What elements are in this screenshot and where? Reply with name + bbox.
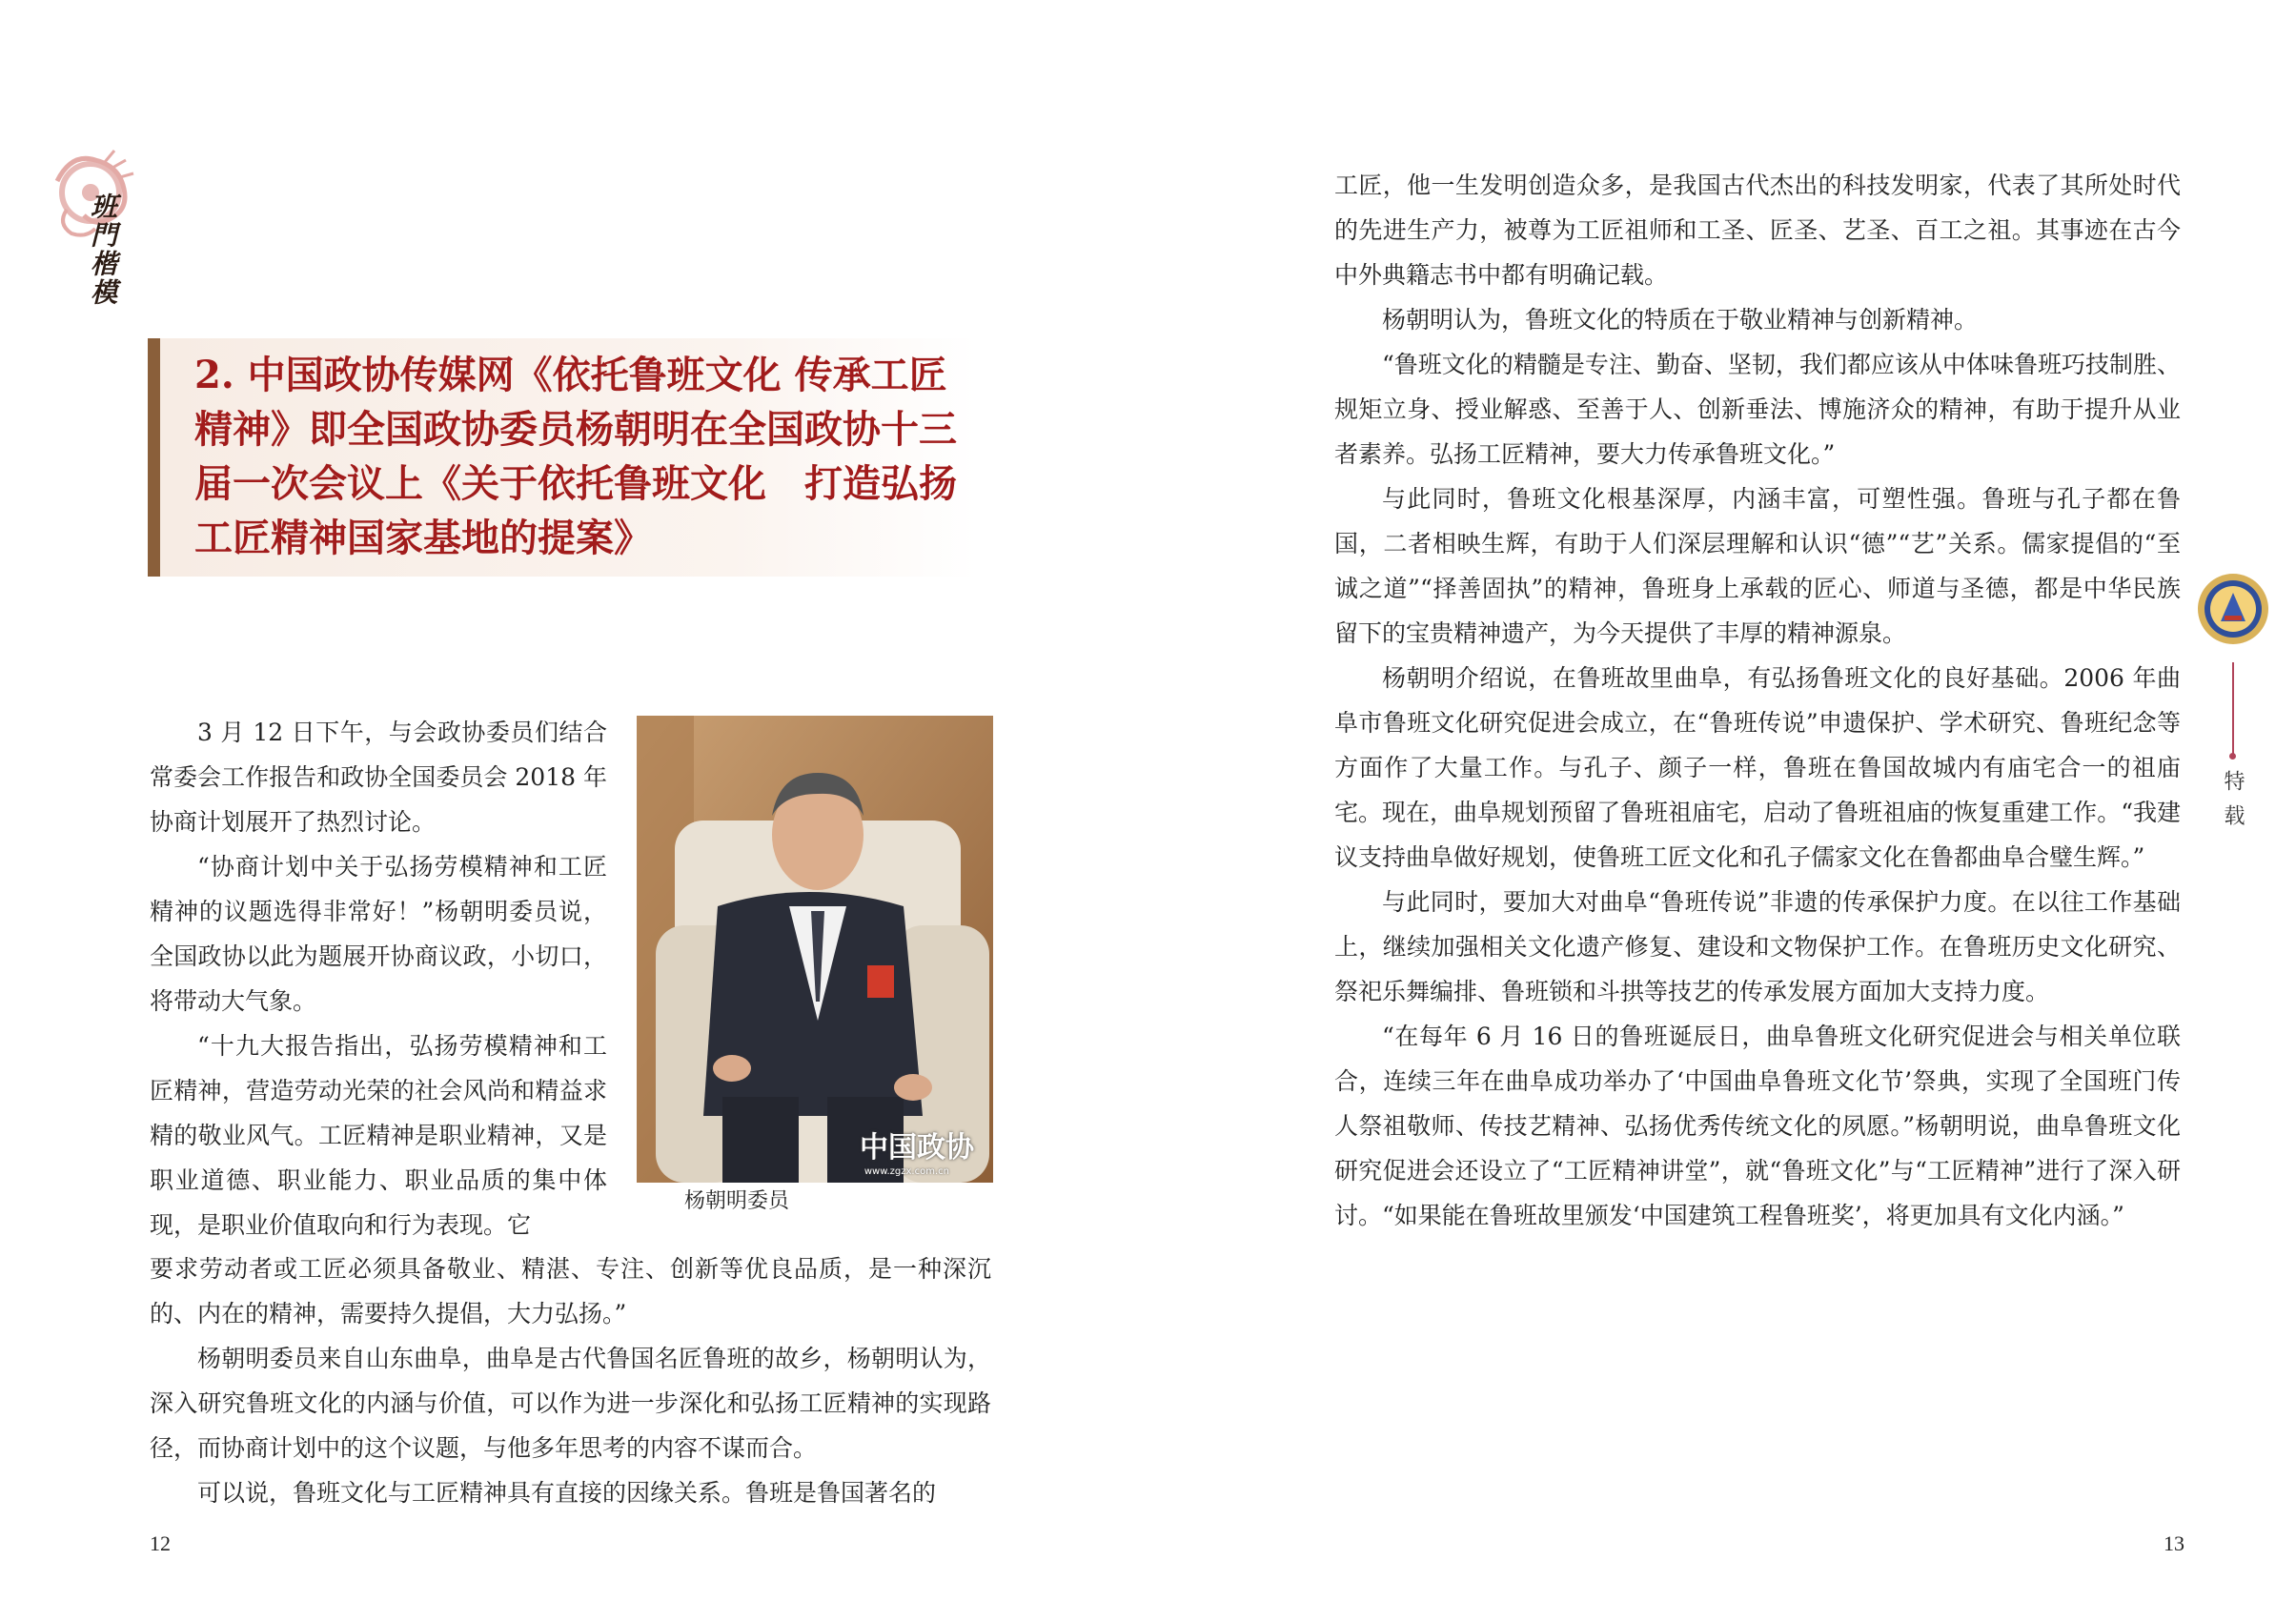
- paragraph: “协商计划中关于弘扬劳模精神和工匠精神的议题选得非常好！”杨朝明委员说，全国政协以此为题展开协商议政，小切口，将带动大气象。: [150, 853, 607, 1015]
- article-heading-box: [148, 338, 977, 577]
- page-number-right: 13: [2164, 1531, 2184, 1555]
- masthead-emblem: [38, 143, 152, 334]
- paragraph: 杨朝明介绍说，在鲁班故里曲阜，有弘扬鲁班文化的良好基础。2006 年曲阜市鲁班文化研究促进会成立，在“鲁班传说”申遗保护、学术研究、鲁班纪念等方面作了大量工作。与孔子、颜子一样，鲁班在鲁国故城内有庙宅合一的祖庙宅。现在，曲阜规划预留了鲁班祖庙宅，启动了鲁班祖庙的恢复重建工作。“我建议支持曲阜做好规划，使鲁班工匠文化和孔子儒家文化在鲁都曲阜合璧生辉。”: [1334, 664, 2181, 871]
- emblem-calligraphy: 班門楷模: [87, 192, 118, 307]
- right-page: [1148, 0, 2296, 1621]
- paragraph: 杨朝明委员来自山东曲阜，曲阜是古代鲁国名匠鲁班的故乡，杨朝明认为，深入研究鲁班文化的内涵与价值，可以作为进一步深化和弘扬工匠精神的实现路径，而协商计划中的这个议题，与他多年思考的内容不谋而合。: [150, 1345, 991, 1462]
- paragraph: 3 月 12 日下午，与会政协委员们结合常委会工作报告和政协全国委员会 2018 年协商计划展开了热烈讨论。: [150, 719, 607, 836]
- paragraph: “在每年 6 月 16 日的鲁班诞辰日，曲阜鲁班文化研究促进会与相关单位联合，连续三年在曲阜成功举办了‘中国曲阜鲁班文化节’祭典，实现了全国班门传人祭祖敬师、传技艺精神、弘扬优秀传统文化的夙愿。”杨朝明说，曲阜鲁班文化研究促进会还设立了“工匠精神讲堂”，就“鲁班文化”与“工匠精神”进行了深入研讨。“如果能在鲁班故里颁发‘中国建筑工程鲁班奖’，将更加具有文化内涵。”: [1334, 1023, 2181, 1229]
- photo-caption: 杨朝明委员: [684, 1189, 790, 1213]
- section-tag: 特载: [2221, 770, 2245, 839]
- paragraph: 与此同时，鲁班文化根基深厚，内涵丰富，可塑性强。鲁班与孔子都在鲁国，二者相映生辉，有助于人们深层理解和认识“德”“艺”关系。儒家提倡的“至诚之道”“择善固执”的精神，鲁班身上承载的匠心、师道与圣德，都是中华民族留下的宝贵精神遗产，为今天提供了丰厚的精神源泉。: [1334, 485, 2181, 647]
- photo-watermark: 中国政协: [860, 1131, 974, 1165]
- paragraph: “十九大报告指出，弘扬劳模精神和工匠精神，营造劳动光荣的社会风尚和精益求精的敬业风气。工匠精神是职业精神，又是职业道德、职业能力、职业品质的集中体现，是职业价值取向和行为表现。它: [150, 1032, 607, 1239]
- page-number-left: 12: [150, 1531, 171, 1555]
- paragraph-continuation: 要求劳动者或工匠必须具备敬业、精湛、专注、创新等优良品质，是一种深沉的、内在的精神，需要持久提倡，大力弘扬。”: [150, 1255, 991, 1327]
- paragraph: 可以说，鲁班文化与工匠精神具有直接的因缘关系。鲁班是鲁国著名的: [197, 1479, 937, 1507]
- body-column-narrow: [150, 710, 607, 1247]
- portrait-photo: [637, 716, 993, 1183]
- body-column-right: [1334, 163, 2181, 1238]
- paragraph: “鲁班文化的精髓是专注、勤奋、坚韧，我们都应该从中体味鲁班巧技制胜、规矩立身、授业解惑、至善于人、创新垂法、博施济众的精神，有助于提升从业者素养。弘扬工匠精神，要大力传承鲁班文化。”: [1334, 351, 2181, 468]
- paragraph-continuation: 工匠，他一生发明创造众多，是我国古代杰出的科技发明家，代表了其所处时代的先进生产力，被尊为工匠祖师和工圣、匠圣、艺圣、百工之祖。其事迹在古今中外典籍志书中都有明确记载。: [1334, 172, 2181, 289]
- paragraph: 杨朝明认为，鲁班文化的特质在于敬业精神与创新精神。: [1382, 306, 1979, 334]
- portrait-illustration: [637, 716, 993, 1183]
- paragraph: 与此同时，要加大对曲阜“鲁班传说”非遗的传承保护力度。在以往工作基础上，继续加强相关文化遗产修复、建设和文物保护工作。在鲁班历史文化研究、祭祀乐舞编排、鲁班锁和斗拱等技艺的传承发展方面加大支持力度。: [1334, 888, 2181, 1005]
- article-heading: 2. 中国政协传媒网《依托鲁班文化 传承工匠精神》即全国政协委员杨朝明在全国政协十三届一次会议上《关于依托鲁班文化 打造弘扬工匠精神国家基地的提案》: [194, 353, 957, 560]
- body-column-full: [150, 1246, 991, 1515]
- section-divider-dot: [2229, 753, 2236, 760]
- association-badge-icon: [2196, 572, 2270, 646]
- photo-watermark-url: www.zgzx.com.cn: [864, 1166, 949, 1177]
- section-divider-line: [2232, 662, 2234, 756]
